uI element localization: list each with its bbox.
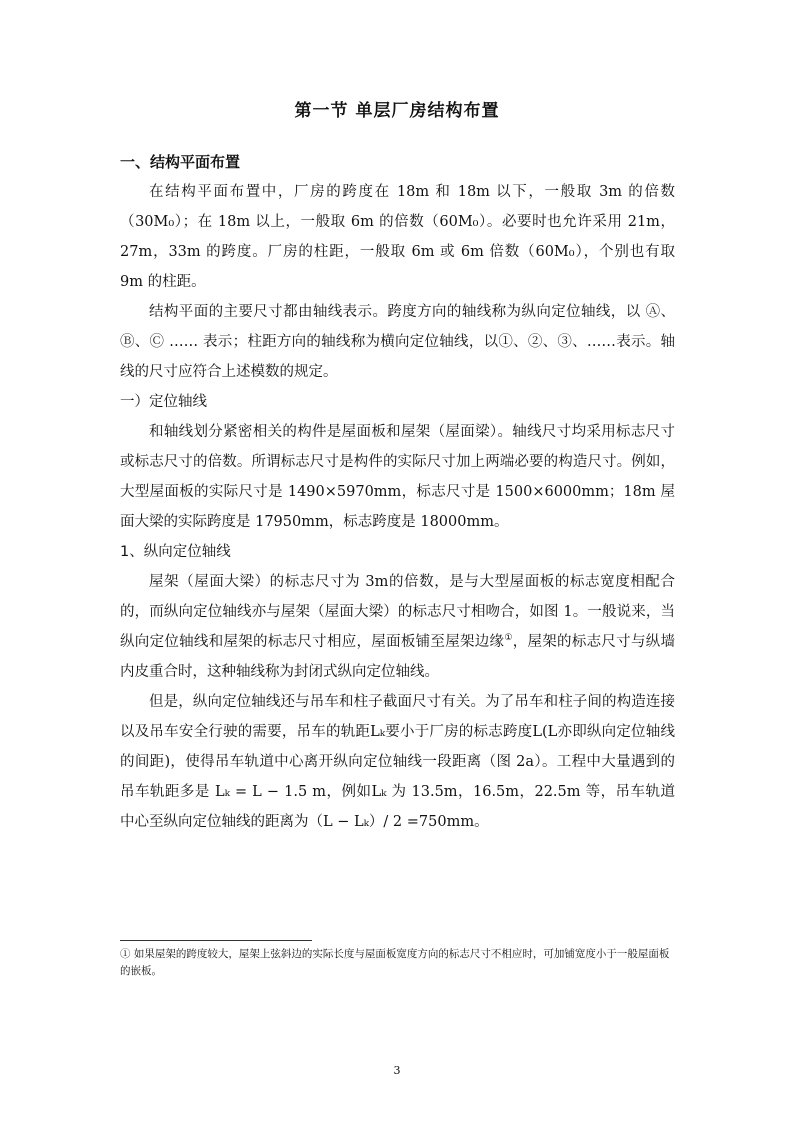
footnote-marker[interactable]: ① [504,633,513,644]
page-title: 第一节 单层厂房结构布置 [294,101,500,121]
body-text [120,147,675,837]
section-heading: 一、结构平面布置 [120,153,241,171]
footnote: ① 如果屋架的跨度较大，屋架上弦斜边的实际长度与屋面板宽度方向的标志尺寸不相应时，可加铺宽度小于一般屋面板的嵌板。 [120,948,670,977]
footnote-divider [120,940,312,941]
page-number: 3 [393,1064,401,1077]
paragraph-text: ，屋架的标志尺寸与纵墙内皮重合时，这种轴线称为封闭式纵向定位轴线。 [120,634,676,680]
subsection-heading: 一）定位轴线 [120,394,207,410]
paragraph [120,567,675,687]
paragraph: 但是，纵向定位轴线还与吊车和柱子截面尺寸有关。为了吊车和柱子间的构造连接以及吊车安全行驶的需要，吊车的轨距Lₖ要小于厂房的标志跨度L(L亦即纵向定位轴线的间距)，使得吊车轨道中心离开纵向定位轴线一段距离（图 2a）。工程中大量遇到的吊车轨距多是 Lₖ = L − 1.5 m，例如Lₖ 为 13.5m，16.5m，22.5m 等，吊车轨道中心至纵向定位轴线的距离为（L − Lₖ）/ 2 =750mm。 [120,694,675,830]
paragraph: 结构平面的主要尺寸都由轴线表示。跨度方向的轴线称为纵向定位轴线，以 Ⓐ、Ⓑ、Ⓒ …… 表示；柱距方向的轴线称为横向定位轴线，以①、②、③、……表示。轴线的尺寸应符合上述模数的规定。 [120,304,675,380]
subsubsection-heading: 1、纵向定位轴线 [120,544,231,560]
paragraph: 在结构平面布置中，厂房的跨度在 18m 和 18m 以下，一般取 3m 的倍数（30M₀）；在 18m 以上，一般取 6m 的倍数（60M₀）。必要时也允许采用 21m，27m，33m 的跨度。厂房的柱距，一般取 6m 或 6m 倍数（60M₀），个别也有取 9m 的柱距。 [120,184,675,290]
paragraph-text: 屋架（屋面大梁）的标志尺寸为 3m的倍数，是与大型屋面板的标志宽度相配合的，而纵向定位轴线亦与屋架（屋面大梁）的标志尺寸相吻合，如图 1。一般说来，当纵向定位轴线和屋架的标志尺寸相应，屋面板铺至屋架边缘 [120,574,675,650]
paragraph: 和轴线划分紧密相关的构件是屋面板和屋架（屋面梁）。轴线尺寸均采用标志尺寸或标志尺寸的倍数。所谓标志尺寸是构件的实际尺寸加上两端必要的构造尺寸。例如，大型屋面板的实际尺寸是 1490×5970mm，标志尺寸是 1500×6000mm；18m 屋面大梁的实际跨度是 17950mm，标志跨度是 18000mm。 [120,424,675,530]
